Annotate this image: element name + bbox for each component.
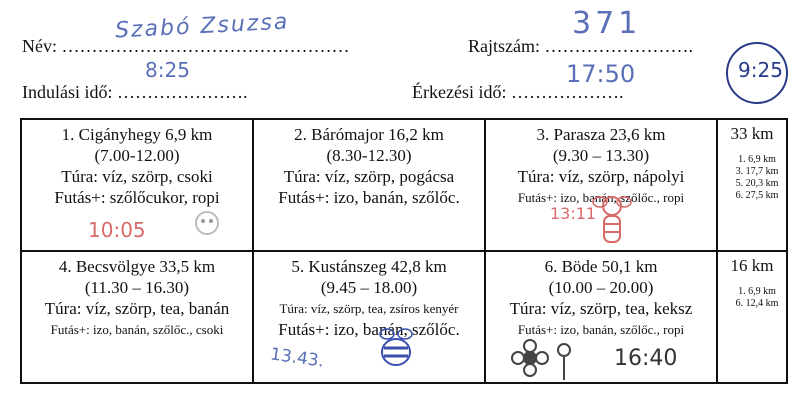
checkpoint-cell-2 — [253, 119, 485, 251]
checkpoint-futas: Futás+: izo, banán, szőlőc. — [278, 188, 460, 207]
start-label: Indulási idő: …………………. — [22, 82, 248, 102]
distance-item: 1. 6,9 km — [738, 286, 776, 297]
checkpoint-cell-6 — [485, 251, 717, 383]
checkpoint-tura: Túra: víz, szörp, tea, keksz — [509, 299, 693, 318]
distance-total: 33 km — [730, 124, 774, 143]
table-row — [21, 119, 787, 251]
checkpoint-cell-1 — [21, 119, 253, 251]
checkpoint-tura: Túra: víz, szörp, nápolyi — [517, 167, 685, 186]
name-handwriting: Szabó Zsuzsa — [114, 9, 290, 44]
distance-item: 5. 20,3 km — [735, 178, 779, 189]
checkpoint-title: 5. Kustánszeg 42,8 km — [291, 257, 447, 276]
checkpoint-title: 4. Becsvölgye 33,5 km — [58, 257, 216, 276]
distance-item: 6. 12,4 km — [735, 298, 779, 309]
checkpoint-cell-4 — [21, 251, 253, 383]
arrival-handwriting: 17:50 — [566, 60, 636, 88]
circled-note-text: 9:25 — [738, 58, 783, 82]
stamp-time: 16:40 — [614, 346, 678, 371]
distance-item: 1. 6,9 km — [738, 154, 776, 165]
bib-handwriting: 371 — [572, 6, 642, 41]
checkpoint-tura: Túra: víz, szörp, pogácsa — [283, 167, 455, 186]
checkpoint-futas: Futás+: izo, banán, szőlőc., ropi — [517, 190, 685, 205]
checkpoint-cell-5 — [253, 251, 485, 383]
checkpoint-futas: Futás+: izo, banán, szőlőc., ropi — [517, 322, 685, 337]
stamp-time: 13.43. — [268, 344, 326, 372]
table-row — [21, 251, 787, 383]
distance-cell-16 — [717, 251, 787, 383]
bee-stamp-icon — [374, 326, 418, 372]
checkpoint-time: (7.00-12.00) — [94, 146, 180, 165]
distance-total: 16 km — [730, 256, 774, 275]
checkpoint-tura: Túra: víz, szörp, tea, zsíros kenyér — [279, 301, 459, 316]
checkpoint-tura: Túra: víz, szörp, tea, banán — [44, 299, 230, 318]
checkpoint-table — [20, 118, 788, 384]
checkpoint-title: 1. Cigányhegy 6,9 km — [61, 125, 213, 144]
stamp-time: 10:05 — [88, 218, 146, 242]
checkpoint-title: 6. Böde 50,1 km — [544, 257, 658, 276]
name-label: Név: ………………………………………… — [22, 36, 350, 56]
distance-item: 6. 27,5 km — [735, 190, 779, 201]
circled-note — [726, 42, 788, 104]
stamp-time: 13:11 — [550, 204, 597, 223]
checkpoint-time: (8.30-12.30) — [326, 146, 412, 165]
stamp-icon — [190, 208, 224, 238]
checkpoint-futas: Futás+: izo, banán, szőlőc., csoki — [50, 322, 224, 337]
checkpoint-tura: Túra: víz, szörp, csoki — [61, 167, 213, 186]
checkpoint-time: (9.30 – 13.30) — [552, 146, 650, 165]
checkpoint-futas: Futás+: izo, banán, szőlőc. — [278, 320, 460, 339]
start-handwriting: 8:25 — [145, 58, 190, 82]
checkpoint-title: 2. Bárómajor 16,2 km — [294, 125, 444, 144]
checkpoint-cell-3 — [485, 119, 717, 251]
checkpoint-time: (10.00 – 20.00) — [548, 278, 654, 297]
flower-stamp-icon — [508, 336, 580, 382]
bee-stamp-icon — [590, 192, 634, 250]
distance-cell-33 — [717, 119, 787, 251]
distance-item: 3. 17,7 km — [735, 166, 779, 177]
bib-label: Rajtszám: ……………………. — [468, 36, 693, 56]
checkpoint-futas: Futás+: szőlőcukor, ropi — [54, 188, 220, 207]
arrival-label: Érkezési idő: ………………. — [412, 82, 624, 102]
checkpoint-time: (9.45 – 18.00) — [320, 278, 418, 297]
checkpoint-title: 3. Parasza 23,6 km — [536, 125, 666, 144]
checkpoint-time: (11.30 – 16.30) — [84, 278, 190, 297]
